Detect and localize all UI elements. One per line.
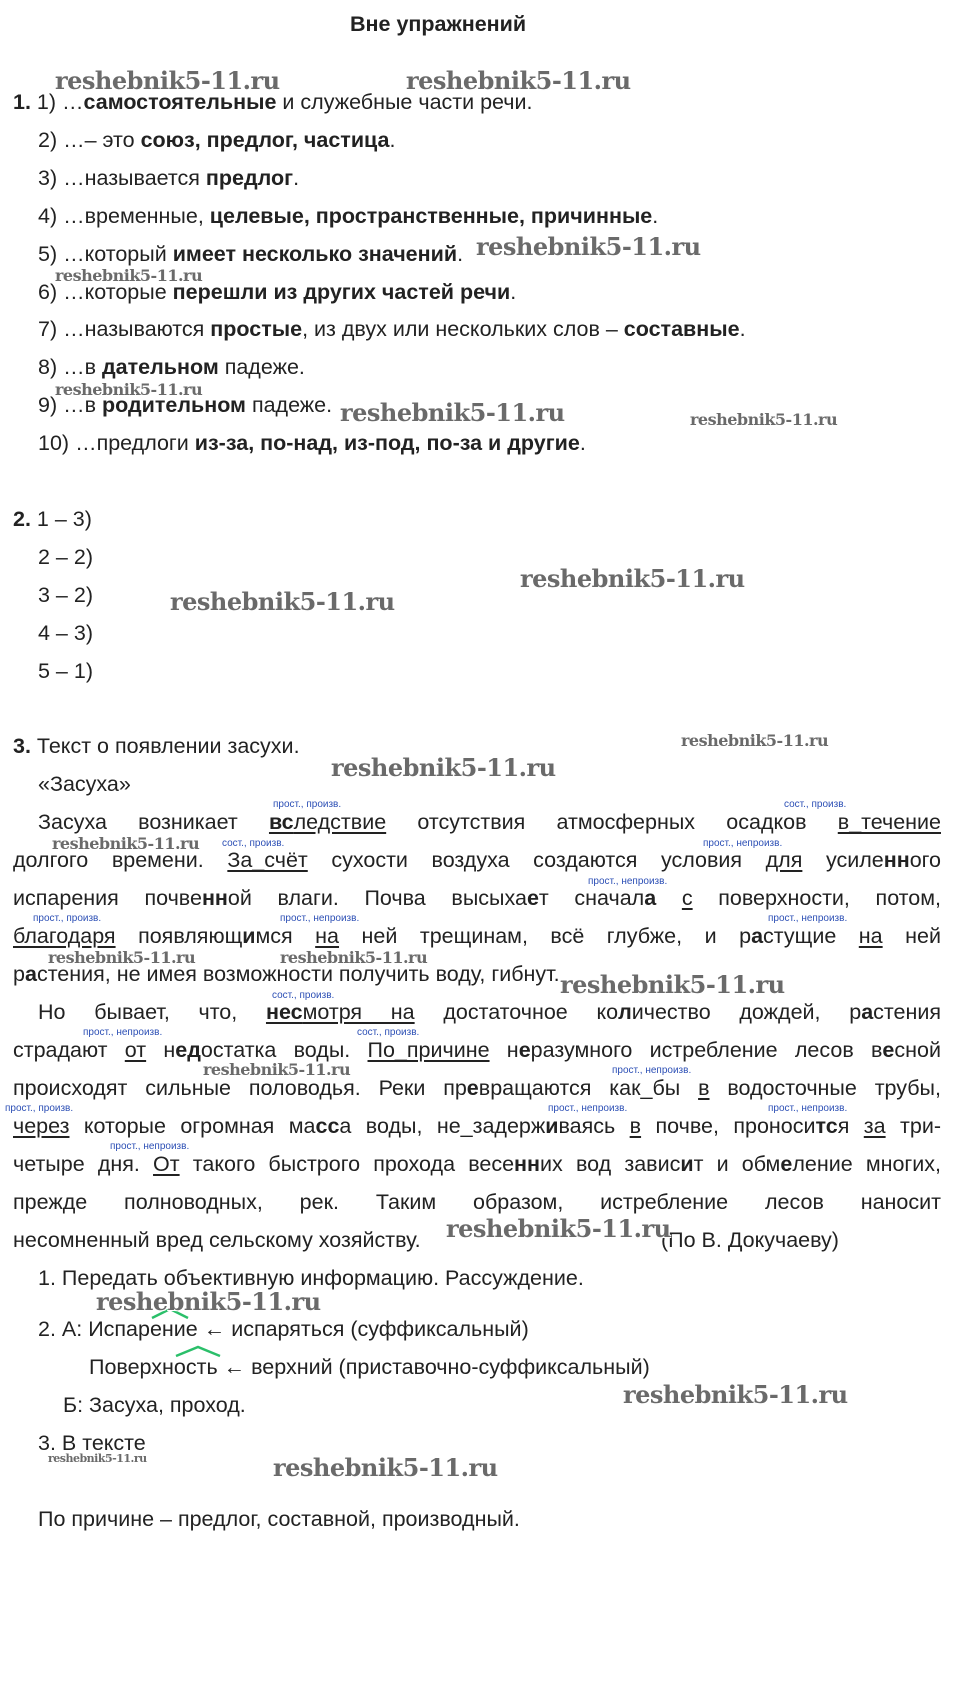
task1-item-6: 6) …которые перешли из других частей речи. [38, 280, 517, 304]
watermark: reshebnik5-11.ru [520, 564, 745, 593]
annotation-tag: прост., произв. [273, 799, 342, 810]
task2-item-5: 5 – 1) [38, 659, 93, 683]
answer-3: 3. В тексте [38, 1431, 146, 1455]
text-line: растения, не имея возможности получить воду, гибнут. [13, 962, 560, 986]
text-line: через которые огромная масса воды, не_задерживаясь в почве, проносится за три- [13, 1114, 941, 1138]
watermark: reshebnik5-11.ru [446, 1214, 671, 1243]
annotation-tag: сост., произв. [357, 1027, 420, 1038]
annotation-tag: сост., произв. [222, 838, 285, 849]
text-line: прежде полноводных, рек. Таким образом, истребление лесов наносит [13, 1190, 941, 1214]
watermark: reshebnik5-11.ru [52, 834, 200, 853]
watermark: reshebnik5-11.ru [55, 266, 203, 285]
task3-intro: 3. Текст о появлении засухи. [13, 734, 300, 758]
task1-item-3: 3) …называется предлог. [38, 166, 300, 190]
text-line: четыре дня. От такого быстрого прохода весенних вод зависит и обмеление многих, [13, 1152, 942, 1176]
task1-item-1: 1. 1) …самостоятельные и служебные части речи. [13, 90, 533, 114]
item-number: 1) [36, 90, 57, 114]
task1-item-7: 7) …называются простые, из двух или нескольких слов – составные. [38, 317, 746, 341]
watermark: reshebnik5-11.ru [560, 970, 785, 999]
watermark: reshebnik5-11.ru [331, 753, 556, 782]
watermark: reshebnik5-11.ru [96, 1287, 321, 1316]
annotation-tag: сост., произв. [272, 990, 335, 1001]
answer-2b: Поверхность ← верхний (приставочно-суффиксальный) [89, 1355, 650, 1379]
text-line: Засуха возникает вследствие отсутствия атмосферных осадков в_течение [38, 810, 941, 834]
text-line: испарения почвенной влаги. Почва высыхает сначала с поверхности, потом, [13, 886, 941, 910]
annotation-tag: прост., непроизв. [548, 1103, 628, 1114]
annotation-tag: прост., непроизв. [588, 876, 668, 887]
answer-1: 1. Передать объективную информацию. Рассуждение. [38, 1266, 584, 1290]
annotation-tag: прост., непроизв. [280, 913, 360, 924]
watermark: reshebnik5-11.ru [55, 380, 203, 399]
root-arc-icon [174, 1344, 222, 1358]
annotation-tag: прост., непроизв. [110, 1141, 190, 1152]
watermark: reshebnik5-11.ru [170, 587, 395, 616]
text-line: несомненный вред сельскому хозяйству. [13, 1228, 421, 1252]
text-line: страдают от недостатка воды. По_причине неразумного истребление лесов весной [13, 1038, 941, 1062]
text-line: долгого времени. За_счёт сухости воздуха создаются условия для усиленного [13, 848, 942, 872]
annotation-tag: прост., непроизв. [768, 1103, 848, 1114]
answer-2c: Б: Засуха, проход. [63, 1393, 246, 1417]
text-line: происходят сильные половодья. Реки превращаются как_бы в водосточные трубы, [13, 1076, 941, 1100]
answer-2a: 2. А: Испарение ← испаряться (суффиксальный) [38, 1317, 529, 1341]
task2-item-3: 3 – 2) [38, 583, 93, 607]
page-title: Вне упражнений [350, 12, 527, 36]
watermark: reshebnik5-11.ru [623, 1380, 848, 1409]
task-number: 2. [13, 507, 31, 531]
task2-item-1: 2. 1 – 3) [13, 507, 92, 531]
text-heading: «Засуха» [38, 772, 131, 796]
task-number: 3. [13, 734, 31, 758]
watermark: reshebnik5-11.ru [406, 66, 631, 95]
task1-item-10: 10) …предлоги из-за, по-над, из-под, по-за и другие. [38, 431, 586, 455]
task2-item-4: 4 – 3) [38, 621, 93, 645]
watermark: reshebnik5-11.ru [48, 1452, 147, 1465]
watermark: reshebnik5-11.ru [55, 66, 280, 95]
watermark: reshebnik5-11.ru [476, 232, 701, 261]
task1-item-5: 5) …который имеет несколько значений. [38, 242, 464, 266]
watermark: reshebnik5-11.ru [280, 948, 428, 967]
annotation-tag: прост., произв. [5, 1103, 74, 1114]
annotation-tag: прост., непроизв. [703, 838, 783, 849]
task1-item-9: 9) …в родительном падеже. [38, 393, 333, 417]
text-line: Но бывает, что, несмотря на достаточное количество дождей, растения [38, 1000, 942, 1024]
annotation-tag: прост., произв. [33, 913, 102, 924]
annotation-tag: прост., непроизв. [612, 1065, 692, 1076]
task1-item-8: 8) …в дательном падеже. [38, 355, 305, 379]
watermark: reshebnik5-11.ru [273, 1453, 498, 1482]
watermark: reshebnik5-11.ru [48, 948, 196, 967]
text-author: (По В. Докучаеву) [661, 1228, 839, 1252]
task1-item-4: 4) …временные, целевые, пространственные, причинные. [38, 204, 659, 228]
annotation-tag: прост., непроизв. [768, 913, 848, 924]
watermark: reshebnik5-11.ru [690, 410, 838, 429]
answer-4: По причине – предлог, составной, производный. [38, 1507, 520, 1531]
task-number: 1. [13, 90, 31, 114]
watermark: reshebnik5-11.ru [340, 398, 565, 427]
watermark: reshebnik5-11.ru [203, 1060, 351, 1079]
text-line: благодаря появляющимся на ней трещинам, всё глубже, и растущие на ней [13, 924, 941, 948]
annotation-tag: сост., произв. [784, 799, 847, 810]
task2-item-2: 2 – 2) [38, 545, 93, 569]
task1-item-2: 2) …– это союз, предлог, частица. [38, 128, 396, 152]
watermark: reshebnik5-11.ru [681, 731, 829, 750]
annotation-tag: прост., непроизв. [83, 1027, 163, 1038]
